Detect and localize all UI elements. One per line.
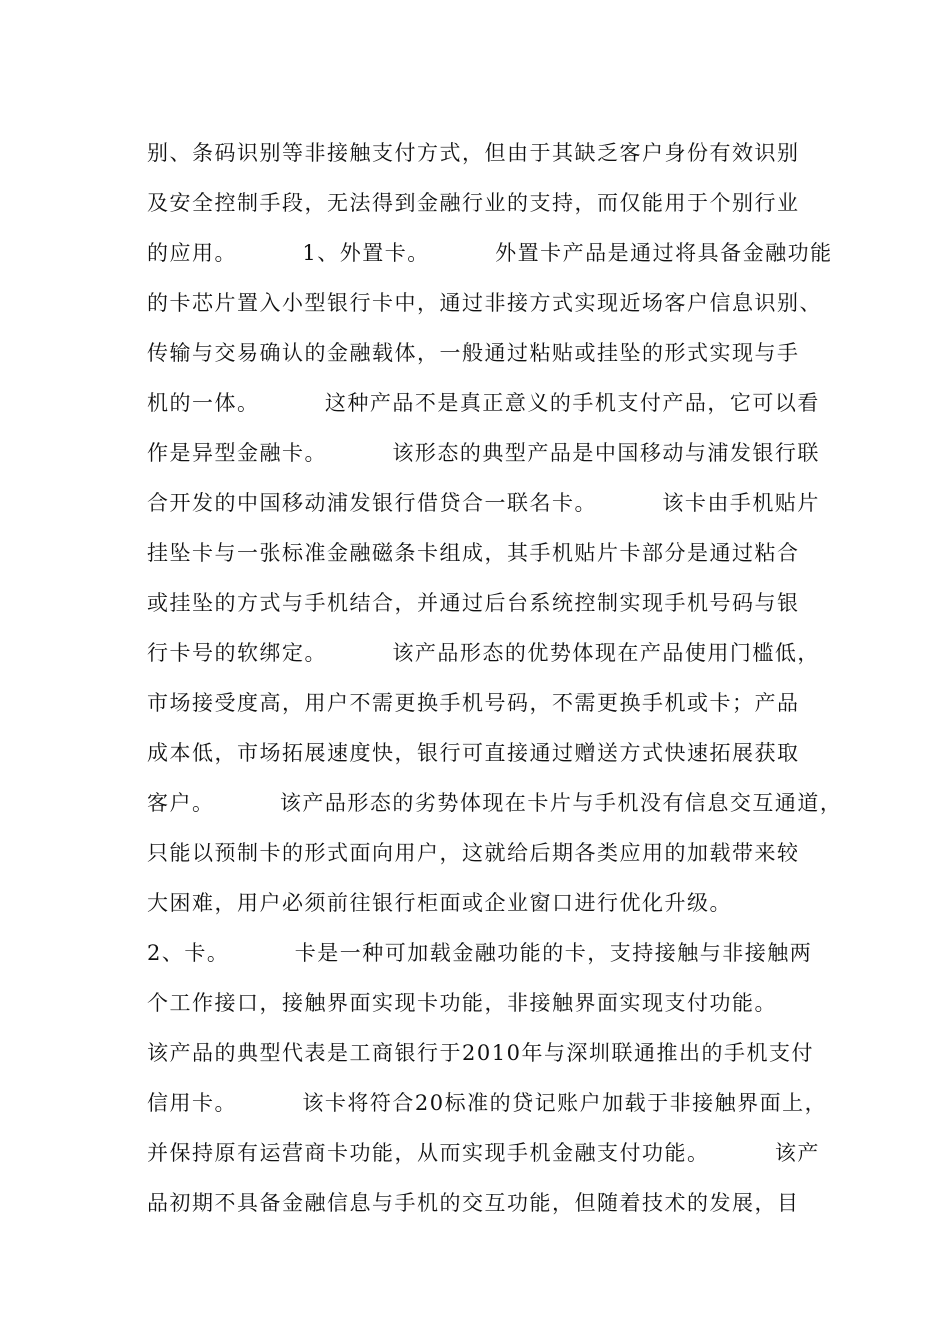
text-line: 只能以预制卡的形式面向用户，这就给后期各类应用的加载带来较: [147, 841, 800, 865]
text-line: 2、卡。 卡是一种可加载金融功能的卡，支持接触与非接触两: [147, 941, 813, 965]
text-line: 该产品的典型代表是工商银行于2010年与深圳联通推出的手机支付: [147, 1041, 814, 1065]
text-line: 机的一体。 这种产品不是真正意义的手机支付产品，它可以看: [147, 391, 820, 415]
text-line: 的应用。 1、外置卡。 外置卡产品是通过将具备金融功能: [147, 241, 833, 265]
text-line: 并保持原有运营商卡功能，从而实现手机金融支付功能。 该产: [147, 1141, 820, 1165]
text-line: 或挂坠的方式与手机结合，并通过后台系统控制实现手机号码与银: [147, 591, 800, 615]
text-line: 作是异型金融卡。 该形态的典型产品是中国移动与浦发银行联: [147, 441, 820, 465]
text-line: 成本低，市场拓展速度快，银行可直接通过赠送方式快速拓展获取: [147, 741, 800, 765]
text-line: 客户。 该产品形态的劣势体现在卡片与手机没有信息交互通道，: [147, 791, 843, 815]
text-line: 市场接受度高，用户不需更换手机号码，不需更换手机或卡；产品: [147, 691, 800, 715]
text-line: 个工作接口，接触界面实现卡功能，非接触界面实现支付功能。: [147, 991, 777, 1015]
text-line: 别、条码识别等非接触支付方式，但由于其缺乏客户身份有效识别: [147, 141, 800, 165]
text-line: 的卡芯片置入小型银行卡中，通过非接方式实现近场客户信息识别、: [147, 291, 822, 315]
text-line: 及安全控制手段，无法得到金融行业的支持，而仅能用于个别行业: [147, 191, 800, 215]
text-line: 品初期不具备金融信息与手机的交互功能，但随着技术的发展，目: [147, 1191, 800, 1215]
text-line: 合开发的中国移动浦发银行借贷合一联名卡。 该卡由手机贴片: [147, 491, 820, 515]
text-line: 行卡号的软绑定。 该产品形态的优势体现在产品使用门槛低，: [147, 641, 820, 665]
text-line: 挂坠卡与一张标准金融磁条卡组成，其手机贴片卡部分是通过粘合: [147, 541, 800, 565]
text-line: 信用卡。 该卡将符合20标准的贷记账户加载于非接触界面上，: [147, 1091, 828, 1115]
text-line: 大困难，用户必须前往银行柜面或企业窗口进行优化升级。: [147, 891, 732, 915]
body-text: [147, 133, 843, 1233]
text-line: 传输与交易确认的金融载体，一般通过粘贴或挂坠的形式实现与手: [147, 341, 800, 365]
